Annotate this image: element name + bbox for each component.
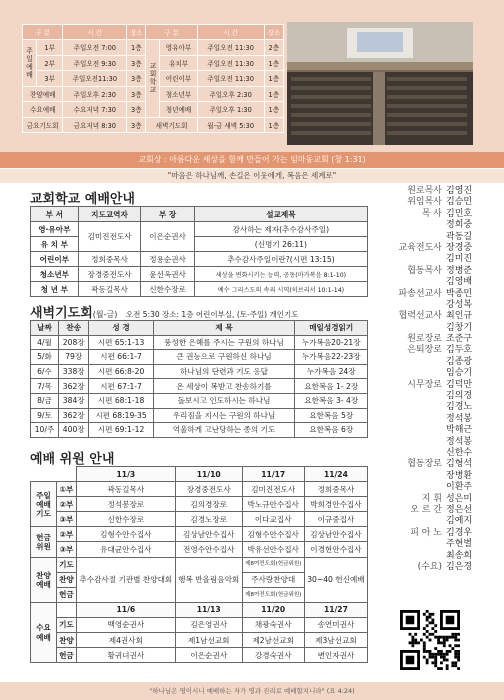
duty-cell: 행복 반올림음악회 bbox=[175, 557, 242, 602]
duty-sub: 헌금 bbox=[57, 587, 77, 602]
duty-cell: 강경숙권사 bbox=[242, 648, 304, 663]
duty-group: 헌금위원 bbox=[31, 527, 57, 557]
scripture-footer: "하나님은 영이시니 예배하는 자가 영과 진리로 예배할지니라" (요 4:24) bbox=[0, 682, 504, 700]
duty-cell: 박희경안수집사 bbox=[304, 497, 367, 512]
duty-cell: 곽동길목사 bbox=[76, 482, 175, 497]
dawn-date: 10/주 bbox=[31, 423, 59, 438]
staff-role: 협동장로 bbox=[407, 459, 442, 470]
qr-code-icon[interactable] bbox=[400, 610, 460, 670]
sched-header: 시 간 bbox=[63, 25, 127, 40]
sched-sub: 새벽기도회 bbox=[146, 117, 197, 133]
staff-role: 협동목사 bbox=[407, 265, 442, 276]
worship-schedule-table bbox=[22, 24, 284, 133]
staff-name: 장병환 bbox=[446, 470, 473, 481]
dawn-reading: 누가복음 24장 bbox=[295, 364, 368, 379]
duty-cell: 박유선안수집사 bbox=[242, 542, 304, 557]
duty-date: 11/24 bbox=[304, 467, 367, 482]
dawn-reading: 요한복음 5장 bbox=[295, 408, 368, 423]
staff-name: 김미진 bbox=[446, 254, 473, 265]
duty-cell: 제8여전도회(헌금위원) bbox=[242, 557, 304, 572]
sched-place: 3층 bbox=[127, 102, 146, 118]
dawn-scripture: 시편 69:1-12 bbox=[89, 423, 153, 438]
sched-time: 주일오후 2:30 bbox=[63, 86, 127, 102]
staff-name: 최송희 bbox=[446, 550, 473, 561]
staff-role: 은퇴장로 bbox=[407, 345, 442, 356]
sched-place: 1층 bbox=[264, 55, 283, 71]
dawn-date: 8/금 bbox=[31, 393, 59, 408]
duty-cell: 박노규안수집사 bbox=[242, 497, 304, 512]
staff-row bbox=[380, 494, 484, 505]
duty-group: 주일예배기도 bbox=[31, 482, 57, 527]
staff-row bbox=[380, 254, 484, 265]
table-row bbox=[31, 408, 368, 423]
edu-dept: 유 치 부 bbox=[31, 237, 79, 252]
staff-row bbox=[380, 277, 484, 288]
staff-role bbox=[380, 368, 446, 379]
dawn-hymn: 384장 bbox=[58, 393, 89, 408]
duty-group: 수요예배 bbox=[31, 602, 57, 662]
staff-name: 정석봉 bbox=[446, 413, 473, 424]
staff-row bbox=[380, 539, 484, 550]
staff-row bbox=[380, 482, 484, 493]
sched-group: 수요예배 bbox=[23, 102, 63, 118]
staff-role: 오 르 간 bbox=[410, 504, 442, 515]
table-row bbox=[31, 364, 368, 379]
staff-name: 정병준 bbox=[446, 265, 473, 276]
staff-name: 정석봉 bbox=[446, 436, 473, 447]
blank-cell bbox=[57, 602, 77, 617]
staff-row bbox=[380, 368, 484, 379]
sched-time: 수요저녁 7:30 bbox=[63, 102, 127, 118]
sched-time: 주일오전11:30 bbox=[63, 71, 127, 87]
duty-cell: 채광숙권사 bbox=[242, 617, 304, 632]
staff-role bbox=[380, 539, 446, 550]
staff-role bbox=[380, 232, 446, 243]
sched-group: 찬양예배 bbox=[23, 86, 63, 102]
staff-role bbox=[380, 254, 446, 265]
duty-cell: 제4권사회 bbox=[76, 633, 175, 648]
dawn-date: 5/화 bbox=[31, 350, 59, 365]
duty-sub: 찬양 bbox=[57, 633, 77, 648]
staff-row bbox=[380, 380, 484, 391]
staff-row bbox=[380, 334, 484, 345]
edu-section-title: 교회학교 예배안내 bbox=[30, 192, 135, 207]
staff-name: 김덕만 bbox=[446, 379, 473, 390]
staff-name: 강성복 bbox=[446, 299, 473, 310]
duty-date: 11/13 bbox=[175, 602, 242, 617]
dawn-scripture: 시편 68:1-18 bbox=[89, 393, 153, 408]
sanctuary-photo bbox=[287, 22, 473, 145]
sched-place: 3층 bbox=[127, 86, 146, 102]
dawn-topic: 큰 권능으로 구원하신 하나님 bbox=[153, 350, 295, 365]
staff-name: 김종광 bbox=[446, 356, 473, 367]
staff-name: 김민호 bbox=[446, 208, 473, 219]
staff-role: 원로장로 bbox=[407, 334, 442, 345]
staff-row bbox=[380, 505, 484, 516]
edu-teacher: 장경중전도사 bbox=[78, 267, 141, 282]
dawn-topic: 우리짐을 지시는 구원의 하나님 bbox=[153, 408, 295, 423]
dawn-reading: 요한복음 6장 bbox=[295, 423, 368, 438]
staff-name: 김창기 bbox=[446, 322, 473, 333]
staff-name: 신한수 bbox=[446, 447, 473, 458]
duty-cell: 제1남선교회 bbox=[175, 633, 242, 648]
sched-group: 주일예배 bbox=[23, 40, 37, 87]
duty-sub: ②부 bbox=[57, 497, 77, 512]
edu-sermon: 감사하는 제자(추수감사주일) bbox=[194, 222, 367, 237]
sched-header: 장소 bbox=[264, 25, 283, 40]
sched-time: 주일오전 11:30 bbox=[197, 55, 264, 71]
staff-name: 임승기 bbox=[446, 368, 473, 379]
table-row bbox=[31, 350, 368, 365]
dawn-prayer-table bbox=[30, 320, 368, 438]
staff-row bbox=[380, 562, 484, 573]
staff-row bbox=[380, 391, 484, 402]
edu-dept: 영·유아부 bbox=[31, 222, 79, 237]
dawn-scripture: 시편 66:8-20 bbox=[89, 364, 153, 379]
staff-role bbox=[380, 482, 446, 493]
staff-name: 김경노 bbox=[446, 402, 473, 413]
staff-name: 김예지 bbox=[446, 516, 473, 527]
sched-sub: 2부 bbox=[37, 55, 63, 71]
sched-time: 주일오후 1:30 bbox=[197, 102, 264, 118]
staff-row bbox=[380, 232, 484, 243]
staff-name: 김경우 bbox=[446, 527, 473, 538]
dawn-header: 날짜 bbox=[31, 321, 59, 336]
staff-role bbox=[380, 516, 446, 527]
staff-row bbox=[380, 459, 484, 470]
staff-role: 파송선교사 bbox=[398, 288, 442, 299]
staff-name: 주현별 bbox=[446, 539, 473, 550]
staff-role bbox=[380, 391, 446, 402]
staff-row bbox=[380, 448, 484, 459]
staff-name: 김두호 bbox=[446, 345, 473, 356]
top-band bbox=[0, 0, 504, 152]
staff-role: 지 휘 bbox=[421, 493, 442, 504]
dawn-topic: 돌보시고 인도하시는 하나님 bbox=[153, 393, 295, 408]
dawn-header: 찬송 bbox=[58, 321, 89, 336]
sched-place: 1층 bbox=[264, 117, 283, 133]
duty-date: 11/6 bbox=[76, 602, 175, 617]
staff-name: 박종민 bbox=[446, 288, 473, 299]
table-row bbox=[31, 393, 368, 408]
sched-time: 주일오후 2:30 bbox=[197, 86, 264, 102]
edu-sermon: 추수감사주일이란?(시편 13:15) bbox=[194, 252, 367, 267]
staff-row bbox=[380, 437, 484, 448]
staff-row bbox=[380, 551, 484, 562]
staff-row bbox=[380, 311, 484, 322]
table-row bbox=[31, 379, 368, 394]
staff-role bbox=[380, 551, 446, 562]
sched-time: 주일오전 11:30 bbox=[197, 40, 264, 56]
staff-role: 위임목사 bbox=[407, 197, 442, 208]
staff-role bbox=[380, 471, 446, 482]
duty-cell: 제8여전도회(헌금위원) bbox=[242, 587, 304, 602]
duty-cell: 황귀녀권사 bbox=[76, 648, 175, 663]
duty-section-title: 예배 위원 안내 bbox=[30, 452, 115, 467]
dawn-scripture: 시편 66:1-7 bbox=[89, 350, 153, 365]
dawn-date: 9/토 bbox=[31, 408, 59, 423]
duty-cell: 주사랑찬양대 bbox=[242, 572, 304, 587]
duty-sub: 헌금 bbox=[57, 648, 77, 663]
edu-header: 설교제목 bbox=[194, 207, 367, 222]
dawn-header: 성 경 bbox=[89, 321, 153, 336]
dawn-date: 6/수 bbox=[31, 364, 59, 379]
sched-sub: 청소년부 bbox=[160, 86, 197, 102]
staff-row bbox=[380, 402, 484, 413]
staff-name: 박해근 bbox=[446, 425, 473, 436]
duty-sub: 찬양 bbox=[57, 572, 77, 587]
staff-role: (수요) bbox=[417, 561, 442, 572]
staff-name: 김영진 bbox=[446, 186, 473, 196]
duty-sub: 기도 bbox=[57, 617, 77, 632]
staff-role: 시무장로 bbox=[407, 379, 442, 390]
duty-cell: 김형수안수집사 bbox=[76, 527, 175, 542]
staff-name: 김의경 bbox=[446, 391, 473, 402]
duty-cell: 김경노장로 bbox=[175, 512, 242, 527]
staff-row bbox=[380, 243, 484, 254]
edu-table bbox=[30, 206, 368, 297]
dawn-section-title bbox=[30, 302, 298, 321]
dawn-header: 매일성경읽기 bbox=[295, 321, 368, 336]
sched-header: 구 분 bbox=[23, 25, 63, 40]
staff-name: 김영배 bbox=[446, 277, 473, 288]
duty-cell: 김상남안수집사 bbox=[304, 527, 367, 542]
duty-cell: 장경중전도사 bbox=[175, 482, 242, 497]
sched-group: 금요기도회 bbox=[23, 117, 63, 133]
dawn-hymn: 208장 bbox=[58, 335, 89, 350]
dawn-topic: 풍성한 은혜를 주시는 구원의 하나님 bbox=[153, 335, 295, 350]
duty-date: 11/17 bbox=[242, 467, 304, 482]
staff-name: 김승민 bbox=[446, 197, 473, 208]
staff-name: 이환주 bbox=[446, 482, 473, 493]
staff-name: 장경중 bbox=[446, 242, 473, 253]
duty-cell: 제3남선교회 bbox=[304, 633, 367, 648]
duty-cell: 제2남선교회 bbox=[242, 633, 304, 648]
edu-header: 부 장 bbox=[141, 207, 194, 222]
duty-cell: 전영수안수집사 bbox=[175, 542, 242, 557]
sched-place: 1층 bbox=[127, 40, 146, 56]
edu-sermon: 예수 그리스도의 속죄 시역(히브리서 10:1-14) bbox=[194, 282, 367, 297]
staff-role: 피 아 노 bbox=[410, 527, 442, 538]
duty-cell: 김은영권사 bbox=[175, 617, 242, 632]
sched-place: 1층 bbox=[264, 86, 283, 102]
staff-row bbox=[380, 528, 484, 539]
sched-sub: 영유아부 bbox=[160, 40, 197, 56]
staff-name: 조준구 bbox=[446, 334, 473, 345]
staff-row bbox=[380, 357, 484, 368]
duty-cell: 이은순권사 bbox=[175, 648, 242, 663]
duty-cell: 이규중집사 bbox=[304, 512, 367, 527]
edu-dept: 어린이부 bbox=[31, 252, 79, 267]
dawn-reading: 요한복음 1- 2장 bbox=[295, 379, 368, 394]
duty-sub: ①부 bbox=[57, 482, 77, 497]
sched-place: 3층 bbox=[127, 117, 146, 133]
duty-cell: 30~40 헌신예배 bbox=[304, 557, 367, 602]
staff-row bbox=[380, 266, 484, 277]
staff-row bbox=[380, 220, 484, 231]
duty-cell: 추수감사절 기관별 찬양대회 bbox=[76, 557, 175, 602]
dawn-hymn: 400장 bbox=[58, 423, 89, 438]
edu-teacher: 김미진전도사 bbox=[78, 222, 141, 252]
staff-role bbox=[380, 220, 446, 231]
staff-row bbox=[380, 300, 484, 311]
edu-dept: 청소년부 bbox=[31, 267, 79, 282]
staff-role bbox=[380, 414, 446, 425]
dawn-topic: 온 세상이 복받고 찬송하기를 bbox=[153, 379, 295, 394]
dawn-topic: 하나님의 단련과 기도 응답 bbox=[153, 364, 295, 379]
staff-name: 최인규 bbox=[446, 311, 473, 322]
duty-cell: 정석봉장로 bbox=[76, 497, 175, 512]
dawn-title-text: 새벽기도회 bbox=[30, 306, 93, 321]
staff-name: 정희중 bbox=[446, 220, 473, 231]
duty-cell: 신한수장로 bbox=[76, 512, 175, 527]
sched-time: 주일오전 11:30 bbox=[197, 71, 264, 87]
sched-place: 3층 bbox=[127, 71, 146, 87]
sched-place: 3층 bbox=[127, 55, 146, 71]
sched-place: 1층 bbox=[264, 71, 283, 87]
staff-row bbox=[380, 471, 484, 482]
duty-cell: 송연미권사 bbox=[304, 617, 367, 632]
church-motto-banner: 교회상 : 아름다운 세상을 함께 만들어 가는 임마동교회 (창 1:31) bbox=[0, 152, 504, 168]
edu-dept: 청 년 부 bbox=[31, 282, 79, 297]
sched-place: 1층 bbox=[264, 102, 283, 118]
church-slogan: "마음은 하나님께, 손길은 이웃에게, 복음은 세계로" bbox=[0, 169, 504, 183]
edu-head: 신한수장로 bbox=[141, 282, 194, 297]
duty-sub: 기도 bbox=[57, 557, 77, 572]
duty-sub: ③부 bbox=[57, 542, 77, 557]
sched-time: 주일오전 9:30 bbox=[63, 55, 127, 71]
sched-sub: 청년예배 bbox=[160, 102, 197, 118]
duty-group: 찬양예배 bbox=[31, 557, 57, 602]
staff-role bbox=[380, 425, 446, 436]
staff-row bbox=[380, 209, 484, 220]
dawn-hymn: 79장 bbox=[58, 350, 89, 365]
duty-cell: 정희중목사 bbox=[304, 482, 367, 497]
edu-header: 지도교역자 bbox=[78, 207, 141, 222]
staff-name: 곽동길 bbox=[446, 231, 473, 242]
staff-role: 목 사 bbox=[421, 208, 442, 219]
dawn-scripture: 시편 68:19-35 bbox=[89, 408, 153, 423]
sched-group: 교회학교 bbox=[146, 40, 160, 118]
duty-cell: 김미진전도사 bbox=[242, 482, 304, 497]
staff-row bbox=[380, 289, 484, 300]
duty-date: 11/20 bbox=[242, 602, 304, 617]
duty-cell: 김상남안수집사 bbox=[175, 527, 242, 542]
duty-cell: 김의경장로 bbox=[175, 497, 242, 512]
staff-name: 김은경 bbox=[446, 561, 473, 572]
dawn-scripture: 시편 67:1-7 bbox=[89, 379, 153, 394]
staff-name: 정은선 bbox=[446, 504, 473, 515]
duty-cell: 변인자권사 bbox=[304, 648, 367, 663]
duty-date: 11/10 bbox=[175, 467, 242, 482]
dawn-title-days: (월-금) bbox=[92, 310, 118, 319]
staff-name: 성은미 bbox=[446, 493, 473, 504]
staff-row bbox=[380, 323, 484, 334]
staff-role bbox=[380, 357, 446, 368]
duty-cell: 이경현안수집사 bbox=[304, 542, 367, 557]
duty-date: 11/3 bbox=[76, 467, 175, 482]
dawn-hymn: 338장 bbox=[58, 364, 89, 379]
dawn-date: 4/월 bbox=[31, 335, 59, 350]
staff-row bbox=[380, 186, 484, 197]
staff-row bbox=[380, 425, 484, 436]
dawn-date: 7/목 bbox=[31, 379, 59, 394]
duty-cell: 백영순권사 bbox=[76, 617, 175, 632]
blank-cell bbox=[31, 467, 77, 482]
staff-row bbox=[380, 414, 484, 425]
staff-row bbox=[380, 516, 484, 527]
duty-sub: ③부 bbox=[57, 512, 77, 527]
dawn-info: 오전 5:30 장소: 1층 어린이부실, (토-주일) 개인기도 bbox=[125, 310, 299, 319]
sched-time: 월-금 새벽 5:30 bbox=[197, 117, 264, 133]
duty-cell: 이다교집사 bbox=[242, 512, 304, 527]
sched-header: 시 간 bbox=[197, 25, 264, 40]
duty-date: 11/27 bbox=[304, 602, 367, 617]
dawn-scripture: 시편 65:1-13 bbox=[89, 335, 153, 350]
duty-cell: 유대균안수집사 bbox=[76, 542, 175, 557]
duty-sub: ②부 bbox=[57, 527, 77, 542]
staff-name: 김형석 bbox=[446, 459, 473, 470]
edu-teacher: 곽동길목사 bbox=[78, 282, 141, 297]
edu-sermon: 세상을 변화시키는 능력, 공동(마가복음 8:1-10) bbox=[194, 267, 367, 282]
staff-list bbox=[380, 186, 484, 573]
sched-place: 2층 bbox=[264, 40, 283, 56]
sched-time: 주일오전 7:00 bbox=[63, 40, 127, 56]
staff-role bbox=[380, 402, 446, 413]
dawn-header: 제 목 bbox=[153, 321, 295, 336]
edu-header: 부 서 bbox=[31, 207, 79, 222]
sched-sub: 유치부 bbox=[160, 55, 197, 71]
staff-role bbox=[380, 277, 446, 288]
dawn-hymn: 362장 bbox=[58, 408, 89, 423]
dawn-hymn: 362장 bbox=[58, 379, 89, 394]
table-row bbox=[31, 335, 368, 350]
edu-head: 이은순권사 bbox=[141, 222, 194, 252]
staff-row bbox=[380, 345, 484, 356]
sched-sub: 어린이부 bbox=[160, 71, 197, 87]
dawn-topic: 억울하게 고난당하는 종의 기도 bbox=[153, 423, 295, 438]
edu-sermon: (신명기 26:11) bbox=[194, 237, 367, 252]
sched-time: 금요저녁 8:30 bbox=[63, 117, 127, 133]
edu-head: 정용순권사 bbox=[141, 252, 194, 267]
staff-role bbox=[380, 300, 446, 311]
sched-sub: 1부 bbox=[37, 40, 63, 56]
staff-role bbox=[380, 448, 446, 459]
staff-role bbox=[380, 323, 446, 334]
dawn-reading: 누가복음20-21장 bbox=[295, 335, 368, 350]
staff-role bbox=[380, 437, 446, 448]
sched-sub: 3부 bbox=[37, 71, 63, 87]
sched-header: 장소 bbox=[127, 25, 146, 40]
staff-role: 협력선교사 bbox=[398, 311, 442, 322]
sched-header: 구 분 bbox=[146, 25, 197, 40]
worship-duty-table bbox=[30, 466, 368, 663]
edu-teacher: 정희중목사 bbox=[78, 252, 141, 267]
edu-head: 윤선옥권사 bbox=[141, 267, 194, 282]
staff-role: 교육전도사 bbox=[398, 242, 442, 253]
table-row bbox=[31, 423, 368, 438]
duty-cell: 김형수안수집사 bbox=[242, 527, 304, 542]
staff-role: 원로목사 bbox=[407, 186, 442, 196]
dawn-reading: 누가복음22-23장 bbox=[295, 350, 368, 365]
staff-row bbox=[380, 197, 484, 208]
dawn-reading: 요한복음 3- 4장 bbox=[295, 393, 368, 408]
